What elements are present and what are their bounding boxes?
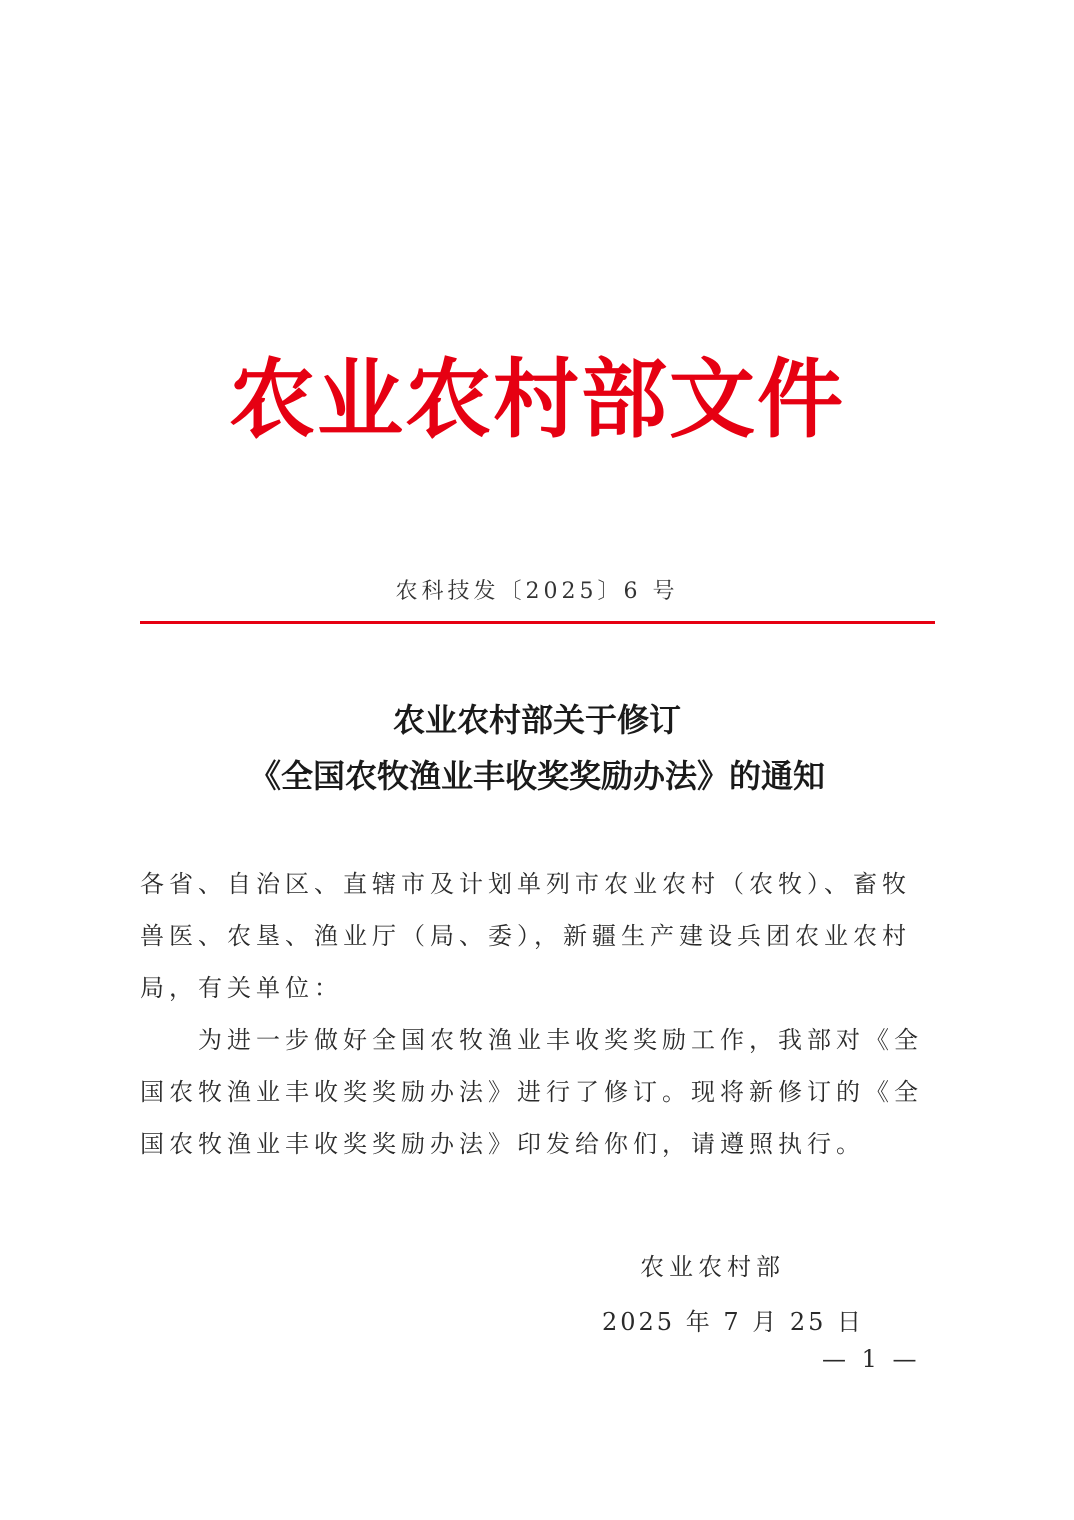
document-title — [0, 692, 1074, 804]
document-masthead: 农业农村部文件 — [229, 349, 845, 450]
issue-date: 2025 年 7 月 25 日 — [602, 1308, 865, 1336]
addressees-paragraph: 各省、自治区、直辖市及计划单列市农业农村（农牧）、畜牧兽医、农垦、渔业厅（局、委），新疆生产建设兵团农业农村局，有关单位： — [140, 870, 911, 1002]
body-paragraph: 为进一步做好全国农牧渔业丰收奖奖励工作，我部对《全国农牧渔业丰收奖奖励办法》进行了修订。现将新修订的《全国农牧渔业丰收奖奖励办法》印发给你们，请遵照执行。 — [140, 1026, 923, 1158]
page-number: — 1 — — [822, 1345, 921, 1373]
red-divider-line — [140, 621, 935, 624]
document-title-line-2: 《全国农牧渔业丰收奖奖励办法》的通知 — [248, 757, 825, 795]
document-title-line-1: 农业农村部关于修订 — [392, 701, 681, 739]
issuing-authority: 农业农村部 — [640, 1253, 785, 1281]
document-number: 农科技发〔2025〕6 号 — [395, 579, 679, 604]
document-body — [140, 858, 936, 1170]
